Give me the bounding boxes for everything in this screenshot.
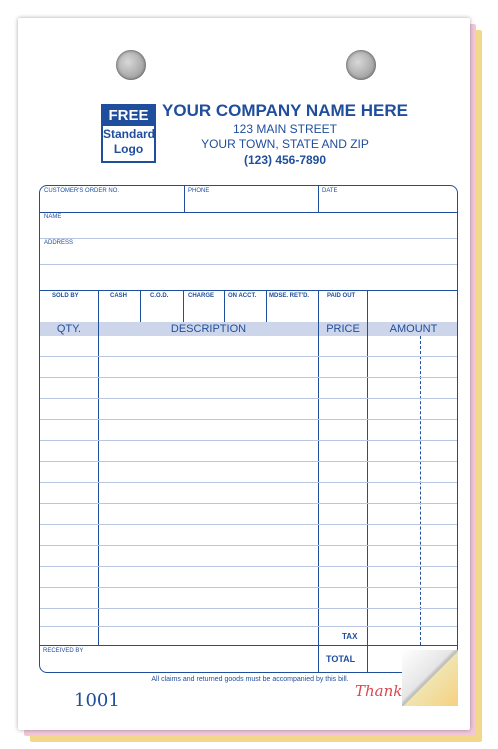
price-header: PRICE bbox=[319, 322, 367, 336]
row-line bbox=[40, 566, 457, 567]
divider bbox=[40, 238, 457, 239]
row-line bbox=[40, 419, 457, 420]
company-city: YOUR TOWN, STATE AND ZIP bbox=[201, 137, 369, 151]
divider bbox=[367, 290, 368, 322]
row-line bbox=[40, 482, 457, 483]
thank-you-script: Thank bbox=[355, 682, 403, 700]
company-block bbox=[160, 100, 410, 168]
cash-label: CASH bbox=[110, 293, 128, 299]
row-line bbox=[40, 440, 457, 441]
row-line bbox=[40, 524, 457, 525]
punch-hole-left bbox=[116, 50, 146, 80]
amount-header: AMOUNT bbox=[368, 322, 458, 336]
row-line bbox=[40, 398, 457, 399]
logo-free: FREE bbox=[103, 106, 154, 126]
received-by-label: RECEIVED BY bbox=[43, 648, 84, 654]
divider bbox=[40, 264, 457, 265]
divider bbox=[40, 290, 457, 291]
description-header: DESCRIPTION bbox=[99, 322, 318, 336]
amount-column-line bbox=[367, 322, 368, 673]
page-curl bbox=[402, 650, 458, 706]
sold-by-label: SOLD BY bbox=[52, 293, 79, 299]
row-line bbox=[40, 545, 457, 546]
serial-number: 1001 bbox=[74, 690, 120, 711]
row-line bbox=[40, 503, 457, 504]
charge-label: CHARGE bbox=[188, 293, 215, 299]
row-line bbox=[40, 608, 457, 609]
on-acct-label: ON ACCT. bbox=[228, 293, 257, 299]
mdse-retd-label: MDSE. RET'D. bbox=[269, 293, 310, 299]
divider bbox=[224, 290, 225, 322]
punch-hole-right bbox=[346, 50, 376, 80]
company-street: 123 MAIN STREET bbox=[232, 122, 338, 136]
claims-note: All claims and returned goods must be accompanied by this bill. bbox=[151, 676, 349, 683]
logo-logo: Logo bbox=[113, 142, 144, 156]
divider bbox=[140, 290, 141, 322]
order-no-label: CUSTOMER'S ORDER NO. bbox=[44, 188, 120, 194]
name-label: NAME bbox=[44, 214, 62, 220]
qty-column-line bbox=[98, 322, 99, 645]
sales-form bbox=[39, 185, 458, 673]
total-label: TOTAL bbox=[326, 654, 356, 664]
logo bbox=[101, 104, 156, 163]
row-line bbox=[40, 626, 457, 627]
paid-out-label: PAID OUT bbox=[327, 293, 356, 299]
address-label: ADDRESS bbox=[44, 240, 74, 246]
divider bbox=[318, 186, 319, 212]
qty-header: QTY. bbox=[40, 322, 98, 336]
row-line bbox=[40, 356, 457, 357]
company-name: YOUR COMPANY NAME HERE bbox=[162, 101, 408, 120]
phone-label: PHONE bbox=[188, 188, 210, 194]
row-line bbox=[40, 587, 457, 588]
divider bbox=[266, 290, 267, 322]
row-line bbox=[40, 461, 457, 462]
divider bbox=[98, 290, 99, 322]
price-column-line bbox=[318, 322, 319, 673]
logo-standard: Standard bbox=[103, 127, 156, 141]
divider bbox=[318, 290, 319, 322]
divider bbox=[184, 186, 185, 212]
divider bbox=[40, 212, 457, 213]
divider bbox=[40, 645, 457, 646]
divider bbox=[183, 290, 184, 322]
date-label: DATE bbox=[322, 188, 338, 194]
cents-column-line bbox=[420, 336, 421, 645]
cod-label: C.O.D. bbox=[150, 293, 169, 299]
tax-label: TAX bbox=[342, 632, 358, 641]
company-phone: (123) 456-7890 bbox=[243, 153, 327, 167]
row-line bbox=[40, 377, 457, 378]
